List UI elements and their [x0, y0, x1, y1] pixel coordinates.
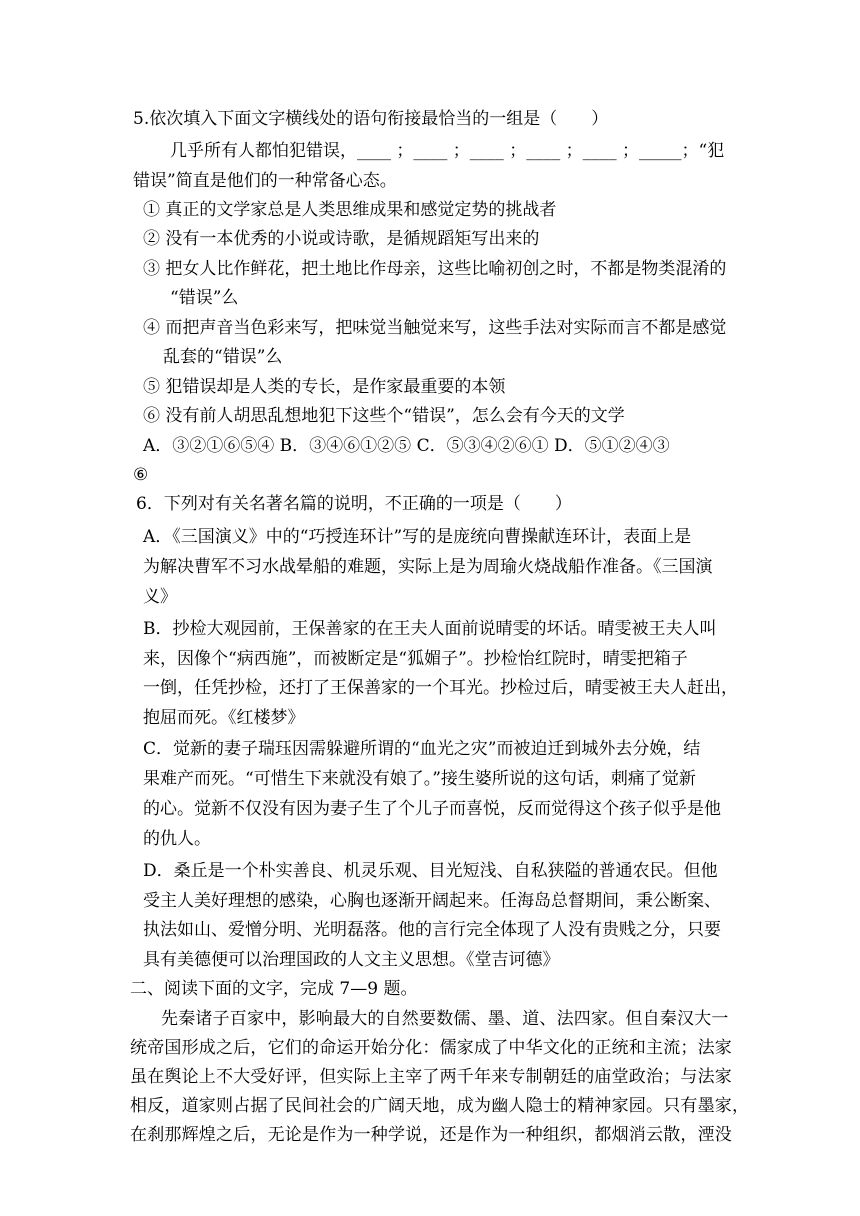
q5-passage-line-2: 错误”简直是他们的一种常备心态。	[133, 171, 397, 191]
q6-line-2: 为解决曹军不习水战晕船的难题，实际上是为周瑜火烧战船作准备。《三国演	[143, 557, 713, 577]
q5-options: A．③②①⑥⑤④ B．③④⑥①②⑤ C．⑤③④②⑥① D．⑤①②④③	[143, 436, 670, 456]
q6-line-8: C．觉新的妻子瑞珏因需躲避所谓的“血光之灾”而被迫迁到城外去分娩，结	[143, 739, 701, 759]
passage-line-5: 在刹那辉煌之后，无论是作为一种学说，还是作为一种组织，都烟消云散，湮没	[130, 1125, 732, 1145]
q6-line-13: 受主人美好理想的感染，心胸也逐渐开阔起来。任海岛总督期间，秉公断案、	[143, 891, 721, 911]
q6-line-7: 抱屈而死。《红楼梦》	[143, 708, 305, 728]
q6-line-9: 果难产而死。“可惜生下来就没有娘了。”接生婆所说的这句话，刺痛了觉新	[143, 769, 696, 789]
q5-passage-line-1: 几乎所有人都怕犯错误，____ ；____ ；____ ；____ ；____ ；_____；“犯	[170, 141, 725, 161]
q6-line-12: D．桑丘是一个朴实善良、机灵乐观、目光短浅、自私狭隘的普通农民。但他	[143, 861, 718, 881]
q6-stem: 6．下列对有关名著名篇的说明，不正确的一项是（ ）	[136, 494, 572, 514]
q5-item-4: ④ 而把声音当色彩来写，把味觉当触觉来写，这些手法对实际而言不都是感觉	[143, 318, 727, 338]
passage-line-3: 虽在舆论上不大受好评，但实际上主宰了两千年来专制朝廷的庙堂政治；与法家	[130, 1067, 732, 1087]
q6-line-4: B．抄检大观园前，王保善家的在王夫人面前说晴雯的坏话。晴雯被王夫人叫	[143, 619, 717, 639]
section-2-heading: 二、阅读下面的文字，完成 7—9 题。	[130, 979, 418, 999]
q6-line-11: 的仇人。	[143, 829, 211, 849]
q5-options-cont: ⑥	[133, 465, 149, 485]
q6-line-5: 来，因像个“病西施”，而被断定是“狐媚子”。抄检怡红院时，晴雯把箱子	[143, 649, 688, 669]
q5-item-3: ③ 把女人比作鲜花，把土地比作母亲，这些比喻初创之时，不都是物类混淆的	[143, 259, 727, 279]
passage-line-4: 相反，道家则占据了民间社会的广阔天地，成为幽人隐士的精神家园。只有墨家，	[130, 1096, 750, 1116]
q6-line-15: 具有美德便可以治理国政的人文主义思想。《堂吉诃德》	[143, 950, 560, 970]
q6-line-1: A．《三国演义》中的“巧授连环计”写的是庞统向曹操献连环计，表面上是	[143, 527, 692, 547]
q6-line-3: 义》	[143, 587, 177, 607]
passage-line-2: 统帝国形成之后，它们的命运开始分化：儒家成了中华文化的正统和主流；法家	[130, 1038, 732, 1058]
q5-item-6: ⑥ 没有前人胡思乱想地犯下这些个“错误”，怎么会有今天的文学	[143, 406, 625, 426]
q6-line-6: 一倒，任凭抄检，还打了王保善家的一个耳光。抄检过后，晴雯被王夫人赶出，	[143, 678, 738, 698]
q6-line-14: 执法如山、爱憎分明、光明磊落。他的言行完全体现了人没有贵贱之分，只要	[143, 920, 721, 940]
q5-item-3-cont: “错误”么	[170, 288, 239, 308]
q5-item-4-cont: 乱套的“错误”么	[163, 347, 283, 367]
passage-line-1: 先秦诸子百家中，影响最大的自然要数儒、墨、道、法四家。但自秦汉大一	[161, 1009, 729, 1029]
q5-item-1: ① 真正的文学家总是人类思维成果和感觉定势的挑战者	[143, 200, 557, 220]
q5-stem: 5.依次填入下面文字横线处的语句衔接最恰当的一组是（ ）	[133, 109, 609, 129]
q6-line-10: 的心。觉新不仅没有因为妻子生了个儿子而喜悦，反而觉得这个孩子似乎是他	[143, 799, 721, 819]
q5-item-5: ⑤ 犯错误却是人类的专长，是作家最重要的本领	[143, 377, 506, 397]
q5-item-2: ② 没有一本优秀的小说或诗歌，是循规蹈矩写出来的	[143, 229, 540, 249]
